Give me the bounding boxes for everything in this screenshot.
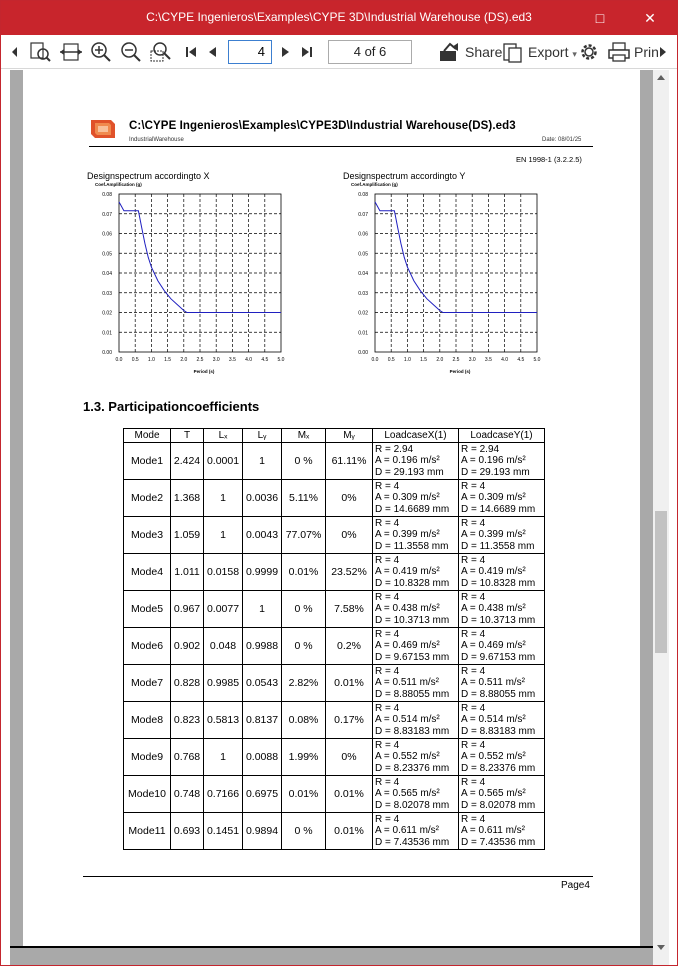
- chart-xlabel: Period (s): [449, 369, 471, 374]
- page-counter: 4 of 6: [328, 40, 412, 64]
- chart-xlabel: Period (s): [193, 369, 215, 374]
- cell-mode: Mode11: [124, 813, 171, 850]
- cell-lx: 1: [204, 739, 243, 776]
- cell-mx: 1.99%: [282, 739, 326, 776]
- cell-ly: 1: [243, 443, 282, 480]
- title-bar[interactable]: [1, 1, 677, 35]
- chevron-down-icon: ▾: [572, 49, 577, 59]
- maximize-button[interactable]: [577, 1, 623, 35]
- table-row: [124, 480, 545, 517]
- chart-xtick: 4.0: [245, 357, 253, 363]
- cell-loadcase-y: [459, 591, 545, 628]
- toolbar: [1, 35, 677, 69]
- cell-ly: 0.0043: [243, 517, 282, 554]
- loadcase-line: A = 0.196 m/s²: [461, 455, 526, 467]
- loadcase-line: D = 10.8328 mm: [375, 577, 450, 589]
- table-row: [124, 739, 545, 776]
- cell-my: 61.11%: [326, 443, 373, 480]
- cell-mx: 5.11%: [282, 480, 326, 517]
- cell-mx: 2.82%: [282, 665, 326, 702]
- chart-ytick: 0.00: [358, 350, 368, 356]
- chart-ytick: 0.04: [358, 271, 368, 277]
- loadcase-line: D = 8.88055 mm: [375, 688, 450, 700]
- scroll-up-icon: [653, 70, 669, 86]
- cell-mx: 0.01%: [282, 554, 326, 591]
- table-row: [124, 813, 545, 850]
- printer-icon: [607, 40, 631, 64]
- cell-loadcase-y: [459, 480, 545, 517]
- chart-ytick: 0.06: [358, 231, 368, 238]
- chart-xtick: 4.0: [501, 357, 509, 363]
- cell-loadcase-y: [459, 517, 545, 554]
- table-row: [124, 517, 545, 554]
- chart-xtick: 2.0: [436, 357, 444, 363]
- window-title: C:\CYPE Ingenieros\Examples\CYPE 3D\Industrial Warehouse (DS).ed3: [146, 10, 532, 24]
- chart-ytick: 0.02: [102, 310, 112, 317]
- next-page-edge: [10, 946, 653, 948]
- cell-t: 0.693: [171, 813, 204, 850]
- cell-lx: 0.0077: [204, 591, 243, 628]
- scroll-down-icon: [653, 939, 669, 955]
- col-header-ly: Lᵧ: [243, 429, 282, 443]
- cell-ly: 0.9894: [243, 813, 282, 850]
- header-divider: [89, 146, 593, 147]
- close-button[interactable]: [627, 1, 673, 35]
- loadcase-line: A = 0.399 m/s²: [375, 529, 440, 541]
- cell-my: 0.17%: [326, 702, 373, 739]
- cell-my: 0.01%: [326, 776, 373, 813]
- cell-ly: 0.9999: [243, 554, 282, 591]
- fit-width-icon: [58, 40, 84, 64]
- loadcase-line: R = 4: [461, 591, 486, 603]
- loadcase-line: R = 4: [375, 813, 400, 825]
- loadcase-line: A = 0.514 m/s²: [375, 714, 440, 726]
- cell-lx: 0.0158: [204, 554, 243, 591]
- cell-mx: 0 %: [282, 443, 326, 480]
- report-header-title: C:\CYPE Ingenieros\Examples\CYPE3D\Industrial Warehouse(DS).ed3: [129, 120, 516, 132]
- chart-ytick: 0.02: [358, 310, 368, 317]
- cell-mx: 0 %: [282, 628, 326, 665]
- chart-xtick: 3.0: [212, 357, 220, 363]
- gear-icon: [577, 40, 601, 64]
- cell-loadcase-x: [373, 628, 459, 665]
- loadcase-line: R = 4: [461, 739, 486, 751]
- cell-ly: 0.0036: [243, 480, 282, 517]
- loadcase-line: D = 10.3713 mm: [461, 614, 536, 626]
- cell-t: 0.967: [171, 591, 204, 628]
- loadcase-line: D = 9.67153 mm: [375, 651, 450, 663]
- cell-loadcase-y: [459, 702, 545, 739]
- chart-ytick: 0.03: [358, 290, 368, 297]
- chart-xtick: 1.5: [420, 357, 428, 363]
- col-header-lx: Lₓ: [204, 429, 243, 443]
- page-footer-number: Page4: [561, 880, 590, 891]
- loadcase-line: D = 10.3713 mm: [375, 614, 450, 626]
- scroll-up-button[interactable]: [653, 70, 669, 86]
- cell-lx: 0.7166: [204, 776, 243, 813]
- share-button[interactable]: Share: [465, 44, 503, 60]
- chart-xtick: 2.5: [196, 357, 204, 363]
- chart-ytick: 0.04: [102, 271, 112, 277]
- loadcase-line: D = 14.6689 mm: [461, 503, 536, 515]
- document-page: [23, 70, 640, 946]
- cell-my: 0.01%: [326, 665, 373, 702]
- cell-ly: 1: [243, 591, 282, 628]
- loadcase-line: R = 4: [461, 776, 486, 788]
- cell-loadcase-y: [459, 665, 545, 702]
- loadcase-line: D = 10.8328 mm: [461, 577, 536, 589]
- export-icon-wrapper[interactable]: [501, 40, 525, 64]
- cell-ly: 0.0088: [243, 739, 282, 776]
- loadcase-line: D = 8.02078 mm: [461, 799, 536, 811]
- chart-xtick: 1.0: [147, 357, 155, 363]
- loadcase-line: A = 0.399 m/s²: [461, 529, 526, 541]
- print-icon-wrapper[interactable]: [607, 40, 631, 64]
- loadcase-line: A = 0.419 m/s²: [375, 566, 440, 578]
- loadcase-line: A = 0.309 m/s²: [461, 492, 526, 504]
- chart-xtick: 0.0: [371, 357, 379, 363]
- cell-mode: Mode10: [124, 776, 171, 813]
- cell-lx: 1: [204, 517, 243, 554]
- cell-ly: 0.8137: [243, 702, 282, 739]
- caret-left-icon: [9, 40, 21, 64]
- zoom-out-button[interactable]: [119, 40, 143, 64]
- loadcase-line: R = 4: [461, 554, 486, 566]
- cell-loadcase-x: [373, 517, 459, 554]
- zoom-area-button[interactable]: [148, 40, 174, 64]
- toolbar-more-button[interactable]: [656, 40, 670, 64]
- loadcase-line: A = 0.438 m/s²: [461, 603, 526, 615]
- cell-loadcase-x: [373, 739, 459, 776]
- chart-xtick: 0.0: [115, 357, 123, 363]
- print-button[interactable]: Prin: [634, 44, 659, 60]
- previous-page-icon: [206, 40, 220, 64]
- export-button[interactable]: [528, 40, 577, 66]
- cell-t: 0.823: [171, 702, 204, 739]
- chart-ylabel: Coef.Amplification (g): [351, 182, 398, 187]
- chart-ytick: 0.01: [358, 330, 368, 337]
- loadcase-line: A = 0.438 m/s²: [375, 603, 440, 615]
- export-icon: [501, 40, 525, 64]
- loadcase-line: R = 4: [375, 739, 400, 751]
- cell-my: 0.01%: [326, 813, 373, 850]
- report-header-project: IndustrialWarehouse: [129, 137, 184, 143]
- footer-divider: [83, 876, 593, 877]
- cell-t: 1.011: [171, 554, 204, 591]
- close-icon: ✕: [644, 10, 656, 26]
- zoom-in-button[interactable]: [89, 40, 113, 64]
- loadcase-line: D = 11.3558 mm: [461, 540, 535, 552]
- loadcase-line: R = 4: [461, 628, 486, 640]
- cell-mode: Mode9: [124, 739, 171, 776]
- col-header-my: Mᵧ: [326, 429, 373, 443]
- table-row: [124, 665, 545, 702]
- loadcase-line: R = 4: [461, 665, 486, 677]
- cell-ly: 0.6975: [243, 776, 282, 813]
- loadcase-line: R = 4: [375, 517, 400, 529]
- cell-my: 0.2%: [326, 628, 373, 665]
- cell-t: 0.902: [171, 628, 204, 665]
- col-header-loadcase-x: LoadcaseX(1): [373, 429, 459, 443]
- loadcase-line: D = 29.193 mm: [461, 466, 530, 478]
- cell-mode: Mode3: [124, 517, 171, 554]
- cell-loadcase-x: [373, 480, 459, 517]
- chart-xtick: 4.5: [517, 357, 525, 363]
- cell-loadcase-y: [459, 628, 545, 665]
- chart-ytick: 0.08: [102, 192, 112, 198]
- cell-mx: 0 %: [282, 813, 326, 850]
- loadcase-line: A = 0.565 m/s²: [375, 788, 440, 800]
- share-icon: [436, 40, 464, 64]
- chart-ytick: 0.05: [102, 251, 112, 258]
- col-header-mx: Mₓ: [282, 429, 326, 443]
- chart-x-title: Designspectrum accordingto X: [87, 171, 210, 181]
- last-page-button[interactable]: [299, 40, 315, 64]
- table-row: [124, 702, 545, 739]
- maximize-icon: □: [595, 10, 605, 26]
- loadcase-line: D = 14.6689 mm: [375, 503, 450, 515]
- loadcase-line: A = 0.611 m/s²: [461, 825, 526, 837]
- first-page-icon: [183, 40, 199, 64]
- zoom-fit-width-button[interactable]: [58, 40, 84, 64]
- last-page-icon: [299, 40, 315, 64]
- cell-my: 0%: [326, 517, 373, 554]
- chart-y-title: Designspectrum accordingto Y: [343, 171, 466, 181]
- chart-ytick: 0.08: [358, 192, 368, 198]
- next-page-icon: [278, 40, 292, 64]
- loadcase-line: R = 4: [461, 702, 486, 714]
- chart-ytick: 0.00: [102, 350, 112, 356]
- chart-xtick: 5.0: [277, 357, 285, 363]
- loadcase-line: R = 4: [461, 813, 486, 825]
- cell-lx: 0.5813: [204, 702, 243, 739]
- loadcase-line: D = 8.83183 mm: [461, 725, 536, 737]
- cell-ly: 0.0543: [243, 665, 282, 702]
- norm-reference: EN 1998-1 (3.2.2.5): [516, 155, 582, 164]
- loadcase-line: D = 8.23376 mm: [375, 762, 450, 774]
- cell-t: 0.828: [171, 665, 204, 702]
- cell-my: 0%: [326, 739, 373, 776]
- cell-loadcase-y: [459, 554, 545, 591]
- chart-xtick: 1.5: [164, 357, 172, 363]
- scrollbar-thumb[interactable]: [655, 511, 667, 653]
- chart-xtick: 5.0: [533, 357, 541, 363]
- loadcase-line: A = 0.419 m/s²: [461, 566, 526, 578]
- share-icon-wrapper[interactable]: [436, 40, 464, 64]
- loadcase-line: R = 4: [461, 480, 486, 492]
- document-viewport[interactable]: [10, 70, 653, 965]
- loadcase-line: A = 0.511 m/s²: [461, 677, 526, 689]
- loadcase-line: A = 0.309 m/s²: [375, 492, 440, 504]
- cell-loadcase-x: [373, 665, 459, 702]
- loadcase-line: A = 0.511 m/s²: [375, 677, 440, 689]
- loadcase-line: R = 2.94: [461, 443, 500, 455]
- loadcase-line: R = 4: [375, 480, 400, 492]
- loadcase-line: R = 4: [375, 591, 400, 603]
- cell-lx: 0.9985: [204, 665, 243, 702]
- cell-ly: 0.9988: [243, 628, 282, 665]
- chart-ytick: 0.03: [102, 290, 112, 297]
- chart-ytick: 0.07: [102, 211, 112, 218]
- zoom-page-icon: [27, 40, 53, 64]
- cell-loadcase-x: [373, 702, 459, 739]
- cell-mode: Mode8: [124, 702, 171, 739]
- table-row: [124, 776, 545, 813]
- participation-table: [123, 428, 545, 850]
- loadcase-line: A = 0.469 m/s²: [461, 640, 526, 652]
- loadcase-line: A = 0.565 m/s²: [461, 788, 526, 800]
- loadcase-line: D = 7.43536 mm: [375, 836, 450, 848]
- cell-t: 1.368: [171, 480, 204, 517]
- loadcase-line: R = 2.94: [375, 443, 414, 455]
- next-page-button[interactable]: [278, 40, 292, 64]
- vertical-scrollbar[interactable]: [653, 70, 669, 965]
- zoom-in-icon: [89, 40, 113, 64]
- chart-ytick: 0.01: [102, 330, 112, 337]
- first-page-button[interactable]: [183, 40, 199, 64]
- table-row: [124, 554, 545, 591]
- scroll-left-button[interactable]: [9, 40, 21, 64]
- chart-xtick: 1.0: [403, 357, 411, 363]
- loadcase-line: D = 9.67153 mm: [461, 651, 536, 663]
- page-number-input[interactable]: 4: [228, 40, 272, 64]
- cell-t: 1.059: [171, 517, 204, 554]
- cell-loadcase-x: [373, 591, 459, 628]
- cell-loadcase-x: [373, 443, 459, 480]
- loadcase-line: R = 4: [375, 665, 400, 677]
- loadcase-line: D = 8.83183 mm: [375, 725, 450, 737]
- spectrum-chart-x: [95, 179, 291, 389]
- table-row: [124, 443, 545, 480]
- loadcase-line: A = 0.469 m/s²: [375, 640, 440, 652]
- export-label: Export: [528, 44, 569, 60]
- chart-ytick: 0.05: [358, 251, 368, 258]
- scroll-down-button[interactable]: [653, 939, 669, 955]
- loadcase-line: D = 11.3558 mm: [375, 540, 449, 552]
- zoom-out-icon: [119, 40, 143, 64]
- chart-ytick: 0.07: [358, 211, 368, 218]
- loadcase-line: D = 8.02078 mm: [375, 799, 450, 811]
- cype-logo-icon: [89, 118, 117, 140]
- cell-mode: Mode2: [124, 480, 171, 517]
- table-row: [124, 628, 545, 665]
- cell-my: 7.58%: [326, 591, 373, 628]
- loadcase-line: D = 7.43536 mm: [461, 836, 536, 848]
- col-header-mode: Mode: [124, 429, 171, 443]
- loadcase-line: A = 0.552 m/s²: [461, 751, 526, 763]
- loadcase-line: D = 8.23376 mm: [461, 762, 536, 774]
- table-row: [124, 591, 545, 628]
- cell-lx: 1: [204, 480, 243, 517]
- chart-xtick: 2.0: [180, 357, 188, 363]
- col-header-t: T: [171, 429, 204, 443]
- cell-mode: Mode4: [124, 554, 171, 591]
- spectrum-chart-y: [351, 179, 547, 389]
- settings-button[interactable]: [577, 40, 601, 64]
- section-title: 1.3. Participationcoefficients: [83, 399, 260, 414]
- loadcase-line: A = 0.552 m/s²: [375, 751, 440, 763]
- cell-lx: 0.0001: [204, 443, 243, 480]
- loadcase-line: R = 4: [375, 702, 400, 714]
- chart-xtick: 3.0: [468, 357, 476, 363]
- table-header-row: [124, 429, 545, 443]
- cell-mode: Mode5: [124, 591, 171, 628]
- cell-my: 23.52%: [326, 554, 373, 591]
- chart-xtick: 2.5: [452, 357, 460, 363]
- previous-page-button[interactable]: [206, 40, 220, 64]
- loadcase-line: R = 4: [461, 517, 486, 529]
- cell-loadcase-y: [459, 813, 545, 850]
- loadcase-line: D = 8.88055 mm: [461, 688, 536, 700]
- cell-t: 0.768: [171, 739, 204, 776]
- cell-mode: Mode1: [124, 443, 171, 480]
- loadcase-line: A = 0.514 m/s²: [461, 714, 526, 726]
- cell-loadcase-x: [373, 554, 459, 591]
- cell-lx: 0.048: [204, 628, 243, 665]
- chart-ytick: 0.06: [102, 231, 112, 238]
- cell-mx: 0.08%: [282, 702, 326, 739]
- cell-my: 0%: [326, 480, 373, 517]
- caret-right-icon: [656, 40, 670, 64]
- cell-loadcase-y: [459, 443, 545, 480]
- cell-t: 2.424: [171, 443, 204, 480]
- col-header-loadcase-y: LoadcaseY(1): [459, 429, 545, 443]
- chart-xtick: 4.5: [261, 357, 269, 363]
- cell-mx: 0.01%: [282, 776, 326, 813]
- cell-mx: 0 %: [282, 591, 326, 628]
- cell-loadcase-x: [373, 776, 459, 813]
- loadcase-line: R = 4: [375, 628, 400, 640]
- cell-mode: Mode7: [124, 665, 171, 702]
- chart-xtick: 0.5: [387, 357, 395, 363]
- cell-mx: 77.07%: [282, 517, 326, 554]
- chart-xtick: 0.5: [131, 357, 139, 363]
- loadcase-line: D = 29.193 mm: [375, 466, 444, 478]
- loadcase-line: R = 4: [375, 554, 400, 566]
- report-header-date: Date: 08/01/25: [542, 137, 582, 143]
- cell-lx: 0.1451: [204, 813, 243, 850]
- cell-mode: Mode6: [124, 628, 171, 665]
- chart-xtick: 3.5: [228, 357, 236, 363]
- loadcase-line: A = 0.196 m/s²: [375, 455, 440, 467]
- cell-loadcase-x: [373, 813, 459, 850]
- chart-ylabel: Coef.Amplification (g): [95, 182, 142, 187]
- cell-loadcase-y: [459, 776, 545, 813]
- cell-loadcase-y: [459, 739, 545, 776]
- loadcase-line: R = 4: [375, 776, 400, 788]
- chart-xtick: 3.5: [484, 357, 492, 363]
- loadcase-line: A = 0.611 m/s²: [375, 825, 440, 837]
- cell-t: 0.748: [171, 776, 204, 813]
- zoom-fit-page-button[interactable]: [27, 40, 53, 64]
- zoom-area-icon: [148, 40, 174, 64]
